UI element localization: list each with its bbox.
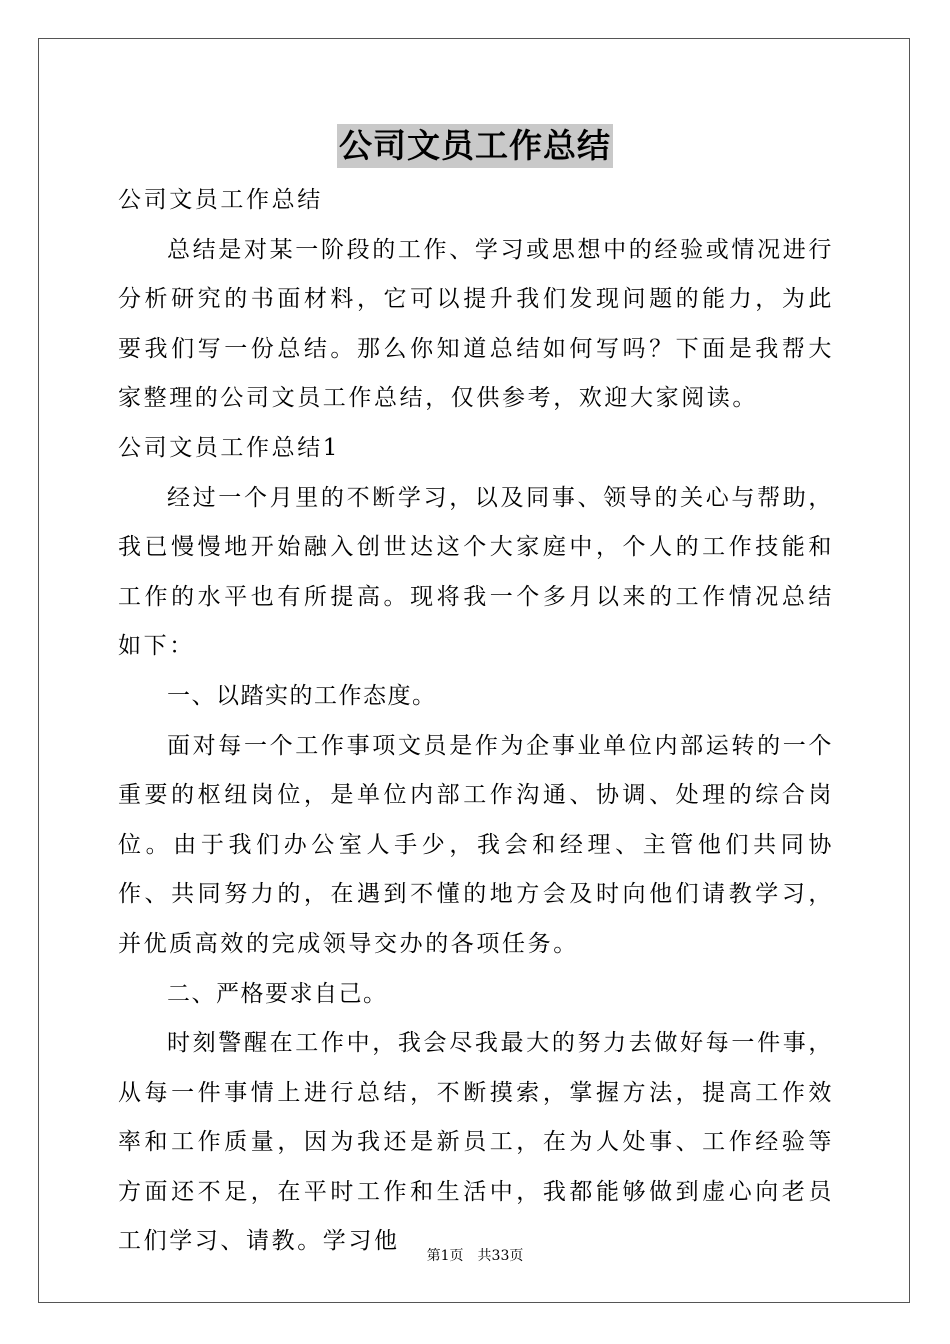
page-footer: 第1页 共33页 [426,1248,524,1264]
paragraph: 时刻警醒在工作中，我会尽我最大的努力去做好每一件事，从每一件事情上进行总结，不断摸索，掌握方法，提高工作效率和工作质量，因为我还是新员工，在为人处事、工作经验等方面还不足，在平时工作和生活中，我都能够做到虚心向老员工们学习、请教。学习他 [118,1030,834,1255]
paragraph: 公司文员工作总结1 [118,434,341,461]
section-heading: 一、以踏实的工作态度。 [167,682,437,709]
paragraph: 公司文员工作总结 [118,187,323,213]
paragraph: 经过一个月里的不断学习，以及同事、领导的关心与帮助，我已慢慢地开始融入创世达这个大家庭中，个人的工作技能和工作的水平也有所提高。现将我一个多月以来的工作情况总结如下： [118,484,834,660]
title-container [0,124,950,168]
document-title: 公司文员工作总结 [337,124,613,168]
paragraph: 总结是对某一阶段的工作、学习或思想中的经验或情况进行分析研究的书面材料，它可以提升我们发现问题的能力，为此要我们写一份总结。那么你知道总结如何写吗？下面是我帮大家整理的公司文员工作总结，仅供参考，欢迎大家阅读。 [118,236,834,412]
document-body [118,176,834,1267]
section-heading: 二、严格要求自己。 [167,980,388,1007]
paragraph: 面对每一个工作事项文员是作为企事业单位内部运转的一个重要的枢纽岗位，是单位内部工作沟通、协调、处理的综合岗位。由于我们办公室人手少，我会和经理、主管他们共同协作、共同努力的，在遇到不懂的地方会及时向他们请教学习，并优质高效的完成领导交办的各项任务。 [118,732,834,957]
